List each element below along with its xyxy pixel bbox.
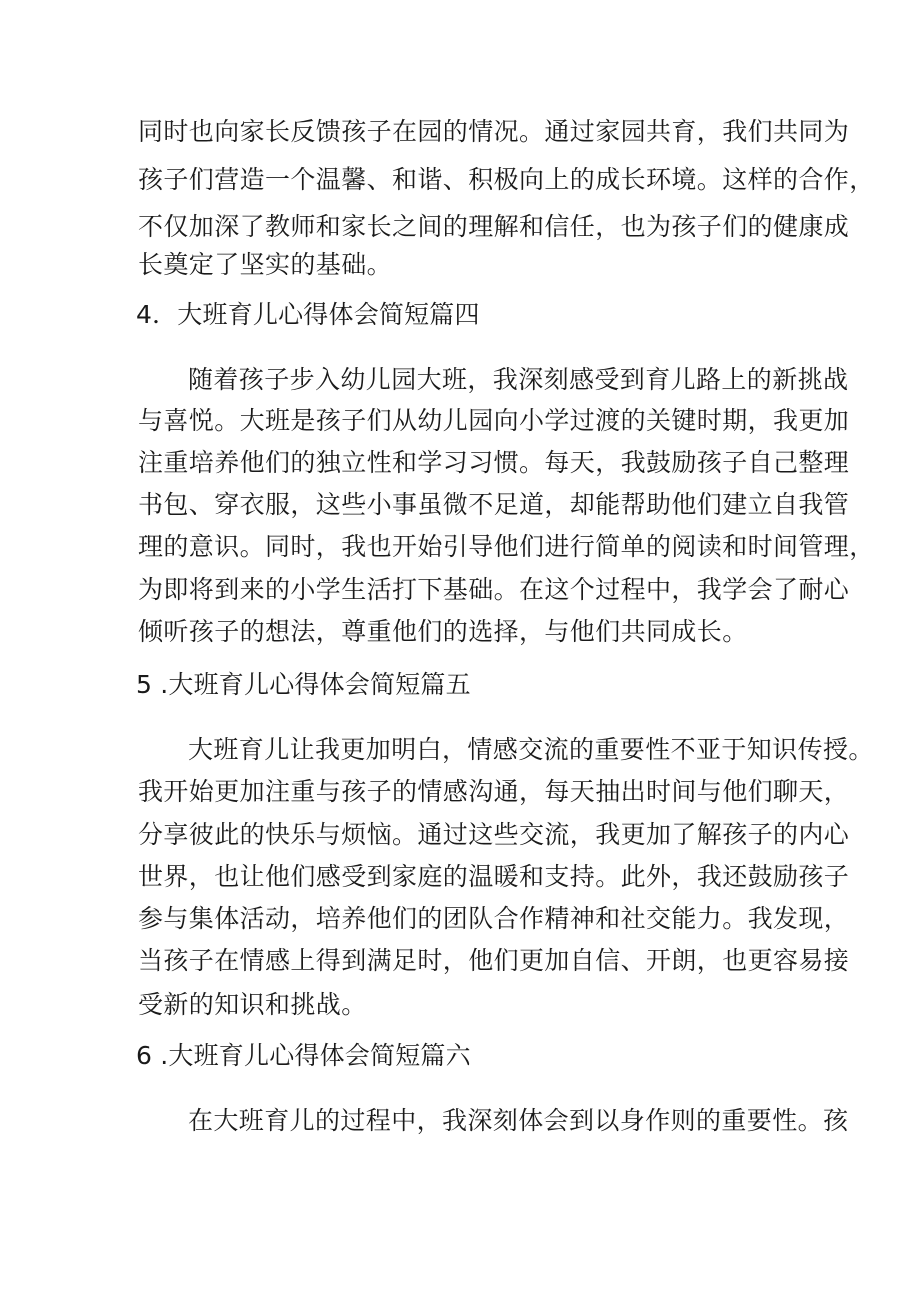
paragraph-line: 与喜悦。大班是孩子们从幼儿园向小学过渡的关键时期，我更加 [138, 406, 850, 435]
paragraph-line: 注重培养他们的独立性和学习习惯。每天，我鼓励孩子自己整理 [138, 448, 850, 477]
paragraph-line: 参与集体活动，培养他们的团队合作精神和社交能力。我发现， [138, 904, 850, 933]
paragraph-line: 大班育儿让我更加明白，情感交流的重要性不亚于知识传授。 [188, 735, 874, 764]
section-heading-5: 5 .大班育儿心得体会简短篇五 [136, 670, 471, 699]
paragraph-line: 长奠定了坚实的基础。 [138, 250, 393, 279]
paragraph-line: 我开始更加注重与孩子的情感沟通，每天抽出时间与他们聊天， [138, 777, 850, 806]
paragraph-line: 随着孩子步入幼儿园大班，我深刻感受到育儿路上的新挑战 [188, 365, 849, 394]
paragraph-line: 倾听孩子的想法，尊重他们的选择，与他们共同成长。 [138, 617, 748, 646]
paragraph-line: 孩子们营造一个温馨、和谐、积极向上的成长环境。这样的合作， [138, 165, 875, 194]
section-heading-6: 6 .大班育儿心得体会简短篇六 [136, 1041, 471, 1070]
paragraph-line: 受新的知识和挑战。 [138, 990, 367, 1019]
paragraph-line: 世界，也让他们感受到家庭的温暖和支持。此外，我还鼓励孩子 [138, 862, 850, 891]
paragraph-line: 同时也向家长反馈孩子在园的情况。通过家园共育，我们共同为 [138, 117, 850, 146]
paragraph-line: 理的意识。同时，我也开始引导他们进行简单的阅读和时间管理， [138, 532, 875, 561]
paragraph-line: 为即将到来的小学生活打下基础。在这个过程中，我学会了耐心 [138, 575, 850, 604]
paragraph-line: 在大班育儿的过程中，我深刻体会到以身作则的重要性。孩 [188, 1106, 849, 1135]
paragraph-line: 当孩子在情感上得到满足时，他们更加自信、开朗，也更容易接 [138, 946, 850, 975]
paragraph-line: 书包、穿衣服，这些小事虽微不足道，却能帮助他们建立自我管 [138, 490, 850, 519]
paragraph-line: 分享彼此的快乐与烦恼。通过这些交流，我更加了解孩子的内心 [138, 820, 850, 849]
paragraph-line: 不仅加深了教师和家长之间的理解和信任，也为孩子们的健康成 [138, 212, 850, 241]
section-heading-4: 4．大班育儿心得体会简短篇四 [136, 300, 480, 329]
